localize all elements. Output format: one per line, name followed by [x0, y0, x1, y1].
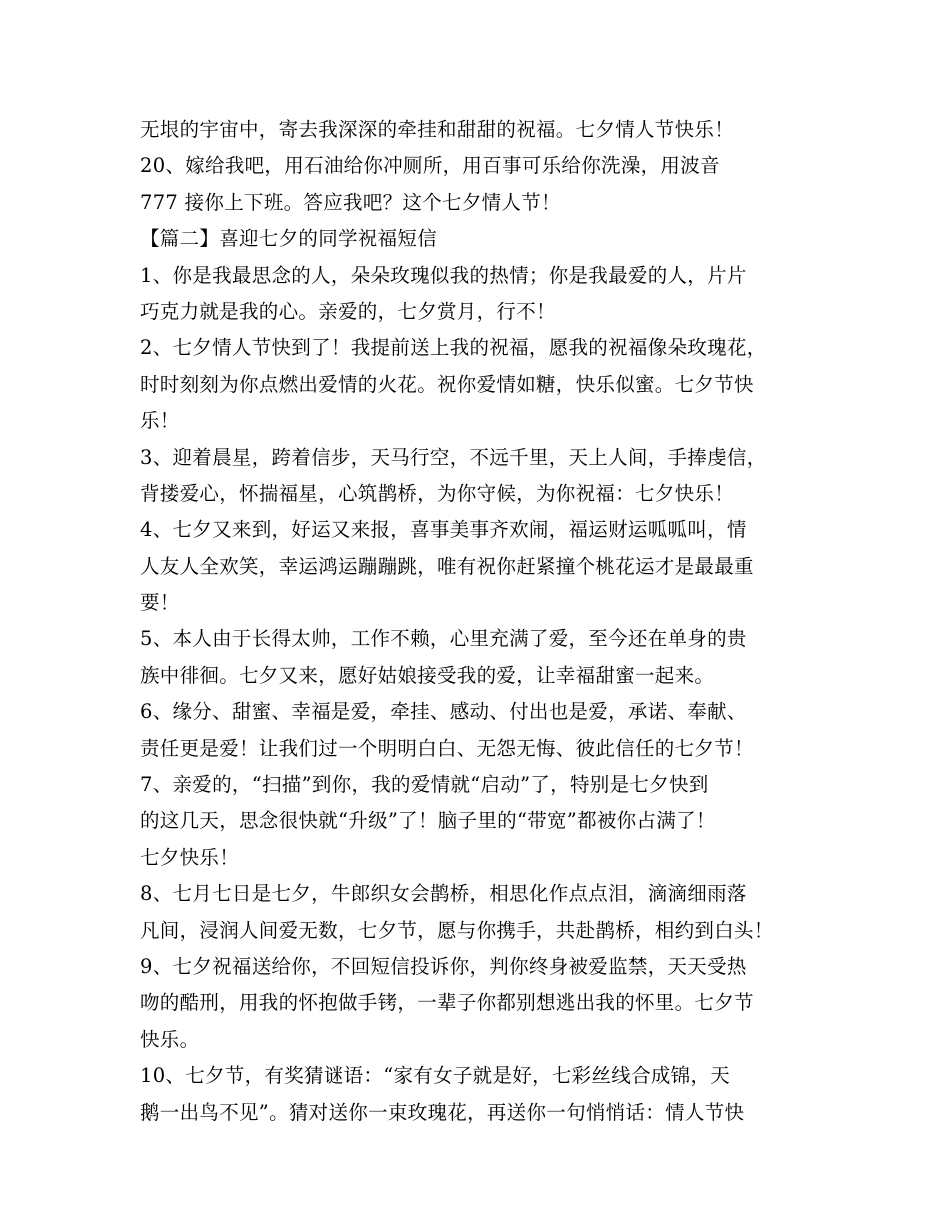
text-line: 6、缘分、甜蜜、幸福是爱，牵挂、感动、付出也是爱，承诺、奉献、 [140, 700, 747, 724]
text-line: 快乐。 [140, 1027, 200, 1051]
text-line: 3、迎着晨星，跨着信步，天马行空，不远千里，天上人间，手捧虔信， [140, 445, 767, 469]
text-line: 族中徘徊。七夕又来，愿好姑娘接受我的爱，让幸福甜蜜一起来。 [140, 663, 715, 687]
text-line: 1、你是我最思念的人，朵朵玫瑰似我的热情；你是我最爱的人，片片 [140, 263, 747, 287]
text-line: 的这几天，思念很快就“升级”了！脑子里的“带宽”都被你占满了！ [140, 809, 716, 833]
text-line: 时时刻刻为你点燃出爱情的火花。祝你爱情如糖，快乐似蜜。七夕节快 [140, 372, 754, 396]
text-line: 吻的酷刑，用我的怀抱做手铐，一辈子你都别想逃出我的怀里。七夕节 [140, 991, 754, 1015]
text-line: 七夕快乐！ [140, 845, 240, 869]
text-line: 背搂爱心，怀揣福星，心筑鹊桥，为你守候，为你祝福：七夕快乐！ [140, 481, 735, 505]
text-line: 人友人全欢笑，幸运鸿运蹦蹦跳，唯有祝你赶紧撞个桃花运才是最最重 [140, 554, 754, 578]
text-line: 7、亲爱的，“扫描”到你，我的爱情就“启动”了，特别是七夕快到 [140, 773, 709, 797]
text-line: 20、嫁给我吧，用石油给你冲厕所，用百事可乐给你洗澡，用波音 [140, 154, 720, 178]
text-line: 9、七夕祝福送给你，不回短信投诉你，判你终身被爱监禁，天天受热 [140, 954, 747, 978]
text-line: 巧克力就是我的心。亲爱的，七夕赏月，行不！ [140, 299, 556, 323]
text-line: 2、七夕情人节快到了！我提前送上我的祝福，愿我的祝福像朵玫瑰花， [140, 336, 767, 360]
text-line: 777 接你上下班。答应我吧？这个七夕情人节！ [140, 190, 561, 214]
text-line: 5、本人由于长得太帅，工作不赖，心里充满了爱，至今还在单身的贵 [140, 627, 747, 651]
text-line: 鹅一出鸟不见”。猜对送你一束玫瑰花，再送你一句悄悄话：情人节快 [140, 1100, 745, 1124]
text-line: 乐！ [140, 409, 180, 433]
text-line: 无垠的宇宙中，寄去我深深的牵挂和甜甜的祝福。七夕情人节快乐！ [140, 118, 735, 141]
section-heading: 【篇二】喜迎七夕的同学祝福短信 [140, 227, 438, 251]
text-line: 10、七夕节，有奖猜谜语：“家有女子就是好，七彩丝线合成锦，天 [140, 1064, 731, 1088]
text-line: 凡间，浸润人间爱无数，七夕节，愿与你携手，共赴鹊桥，相约到白头！ [140, 918, 774, 942]
text-line: 4、七夕又来到，好运又来报，喜事美事齐欢闹，福运财运呱呱叫，情 [140, 518, 747, 542]
text-line: 责任更是爱！让我们过一个明明白白、无怨无悔、彼此信任的七夕节！ [140, 736, 754, 760]
document-body [140, 112, 840, 1131]
text-line: 要！ [140, 591, 180, 615]
text-line: 8、七月七日是七夕，牛郎织女会鹊桥，相思化作点点泪，滴滴细雨落 [140, 882, 747, 906]
